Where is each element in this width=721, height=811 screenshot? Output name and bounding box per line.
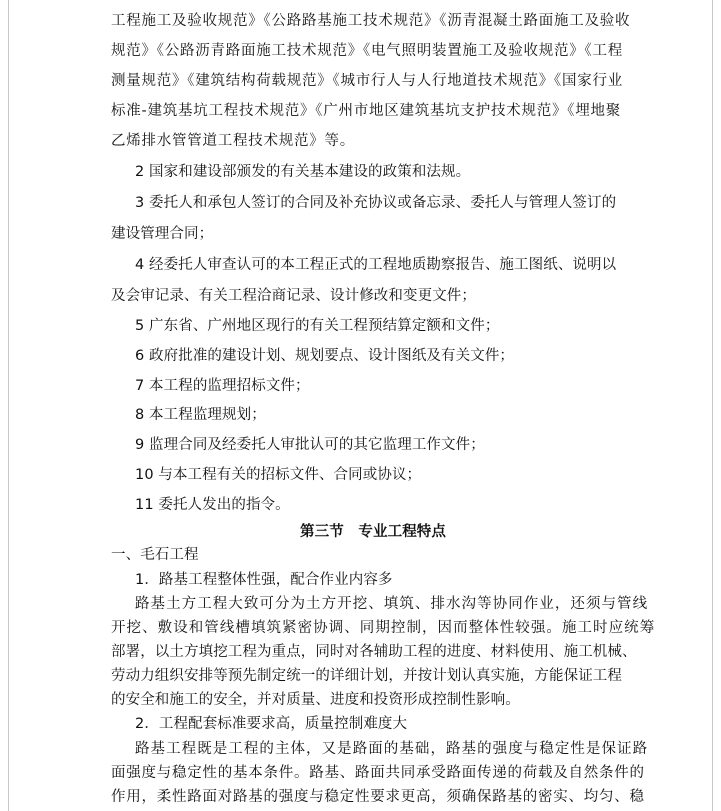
list-item-2: 2 国家和建设部颁发的有关基本建设的政策和法规。 — [135, 164, 471, 180]
point-title-2: 2．工程配套标准要求高，质量控制难度大 — [135, 716, 408, 732]
list-item-3-continuation: 建设管理合同； — [111, 226, 214, 242]
sub-heading: 一、毛石工程 — [111, 547, 199, 563]
paragraph-line: 乙烯排水管管道工程技术规范》等。 — [111, 133, 355, 149]
list-item-4-continuation: 及会审记录、有关工程洽商记录、设计修改和变更文件； — [111, 288, 476, 304]
list-item-6: 6 政府批准的建设计划、规划要点、设计图纸及有关文件； — [135, 348, 515, 364]
page-left-edge — [8, 0, 9, 811]
list-item-11: 11 委托人发出的指令。 — [135, 497, 290, 513]
paragraph-line: 开挖、敷设和管线槽填筑紧密协调、同期控制，因而整体性较强。施工时应统筹 — [111, 620, 656, 636]
paragraph-line: 面强度与稳定性的基本条件。路基、路面共同承受路面传递的荷载及自然条件的 — [111, 765, 645, 781]
paragraph-line: 标准-建筑基坑工程技术规范》《广州市地区建筑基坑支护技术规范》《埋地聚 — [111, 103, 621, 119]
list-item-4: 4 经委托人审查认可的本工程正式的工程地质勘察报告、施工图纸、说明以 — [135, 257, 617, 273]
page-right-edge — [712, 0, 713, 811]
list-item-5: 5 广东省、广州地区现行的有关工程预结算定额和文件； — [135, 318, 500, 334]
paragraph-line: 工程施工及验收规范》《公路路基施工技术规范》《沥青混凝土路面施工及验收 — [111, 13, 631, 29]
list-item-9: 9 监理合同及经委托人审批认可的其它监理工作文件； — [135, 437, 485, 453]
paragraph-line: 测量规范》《建筑结构荷载规范》《城市行人与人行地道技术规范》《国家行业 — [111, 73, 623, 89]
list-item-8: 8 本工程监理规划； — [135, 407, 266, 423]
paragraph-line: 劳动力组织安排等预先制定统一的详细计划，并按计划认真实施，方能保证工程 — [111, 668, 622, 684]
paragraph-line: 路基工程既是工程的主体，又是路面的基础，路基的强度与稳定性是保证路 — [135, 741, 649, 757]
list-item-7: 7 本工程的监理招标文件； — [135, 378, 310, 394]
paragraph-line: 作用，柔性路面对路基的强度与稳定性要求更高，须确保路基的密实、均匀、稳 — [111, 789, 645, 805]
paragraph-line: 的安全和施工的安全，并对质量、进度和投资形成控制性影响。 — [111, 692, 520, 708]
paragraph-line: 路基土方工程大致可分为土方开挖、填筑、排水沟等协同作业，还须与管线 — [135, 596, 649, 612]
list-item-3: 3 委托人和承包人签订的合同及补充协议或备忘录、委托人与管理人签订的 — [135, 195, 617, 211]
point-title-1: 1．路基工程整体性强，配合作业内容多 — [135, 572, 393, 588]
section-heading: 第三节 专业工程特点 — [300, 524, 446, 540]
list-item-10: 10 与本工程有关的招标文件、合同或协议； — [135, 467, 422, 483]
paragraph-line: 部署，以土方填挖工程为重点，同时对各辅助工程的进度、材料使用、施工机械、 — [111, 644, 637, 660]
paragraph-line: 规范》《公路沥青路面施工技术规范》《电气照明装置施工及验收规范》《工程 — [111, 43, 623, 59]
